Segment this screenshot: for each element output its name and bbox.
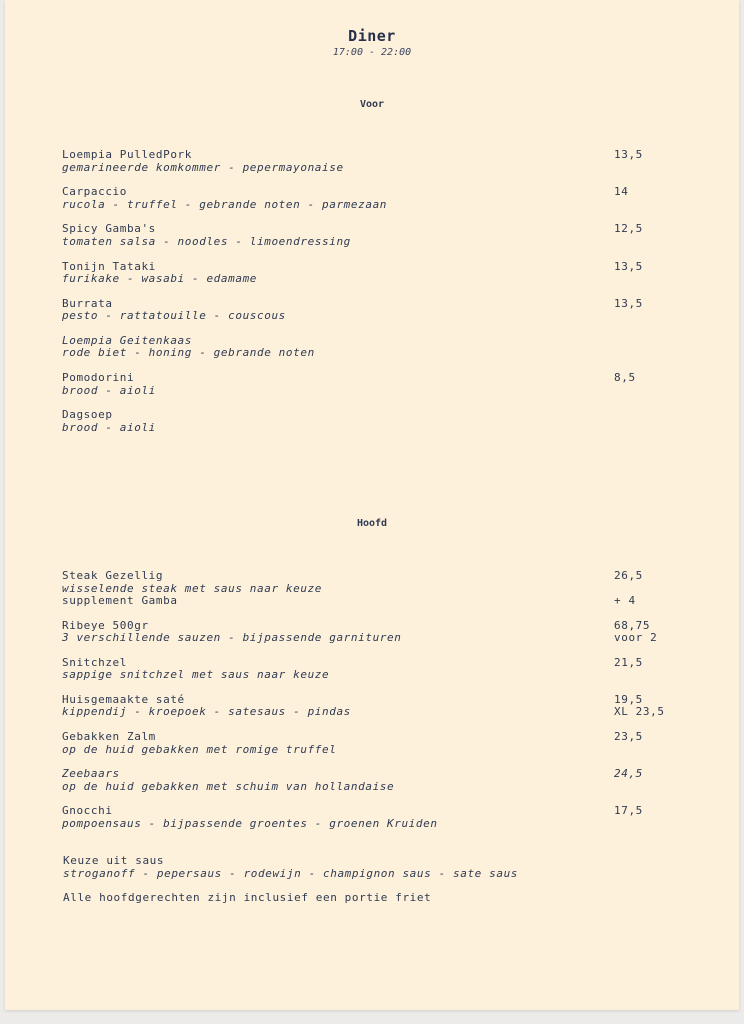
menu-page [5, 0, 739, 1010]
menu-item-name-line [5, 804, 739, 817]
menu-item-description: op de huid gebakken met schuim van hollandaise [62, 779, 395, 793]
menu-item-description-line [5, 421, 739, 434]
menu-item-name: Loempia PulledPork [62, 148, 193, 161]
opening-hours: 17:00 - 22:00 [332, 47, 412, 58]
menu-item-price: 13,5 [614, 148, 643, 161]
menu-item-price: 8,5 [614, 371, 636, 385]
menu-item-name: Loempia Geitenkaas [62, 333, 193, 347]
menu-item-name: Steak Gezellig [62, 569, 164, 582]
menu-item-description: sappige snitchzel met saus naar keuze [62, 668, 330, 682]
menu-item [5, 222, 739, 259]
menu-item [5, 767, 739, 804]
menu-item-description-line [5, 384, 739, 397]
menu-item-description-line [5, 705, 739, 718]
menu-item-price-note: voor 2 [614, 631, 658, 644]
menu-item-name-line [5, 767, 739, 780]
menu-item-description: 3 verschillende sauzen - bijpassende garnituren [62, 631, 402, 644]
menu-item-name-line [5, 619, 739, 632]
starters-list [5, 148, 739, 446]
menu-item-description: rucola - truffel - gebrande noten - parmezaan [62, 197, 388, 211]
menu-item-description-line [5, 817, 739, 830]
menu-item-price: 19,5 [614, 692, 643, 706]
sauce-list: stroganoff - pepersaus - rodewijn - champignon saus - sate saus [63, 866, 519, 880]
menu-item-description: gemarineerde komkommer - pepermayonaise [62, 160, 344, 174]
menu-item-name: Huisgemaakte saté [62, 692, 185, 706]
menu-item-description-line [5, 743, 739, 756]
sauce-list-line [5, 867, 739, 880]
menu-item-name-line [5, 260, 739, 273]
menu-item-name: Gebakken Zalm [62, 730, 156, 744]
menu-item-name: Zeebaars [62, 767, 120, 781]
menu-item-name-line [5, 222, 739, 235]
menu-item-price: 12,5 [614, 222, 643, 236]
menu-item-supplement-price: + 4 [614, 594, 636, 607]
menu-item-description-line [5, 780, 739, 793]
menu-item-description-line [5, 631, 739, 644]
menu-item [5, 185, 739, 222]
menu-item-description-line [5, 582, 739, 595]
menu-item-price: 26,5 [614, 569, 643, 582]
menu-item-name-line [5, 693, 739, 706]
menu-item-name-line [5, 656, 739, 669]
menu-item [5, 148, 739, 185]
menu-item-name: Gnocchi [62, 804, 113, 818]
menu-item-name: Dagsoep [62, 408, 113, 422]
menu-item-description: pompoensaus - bijpassende groentes - groenen Kruiden [62, 816, 438, 830]
menu-item-description: rode biet - honing - gebrande noten [62, 346, 315, 360]
menu-item [5, 334, 739, 371]
menu-item-description-line [5, 309, 739, 322]
menu-item [5, 730, 739, 767]
menu-item-name: Pomodorini [62, 371, 135, 385]
menu-item-description: tomaten salsa - noodles - limoendressing [62, 234, 351, 248]
menu-item-name-line [5, 569, 739, 582]
menu-item-name-line [5, 371, 739, 384]
menu-item-description-line [5, 235, 739, 248]
section-heading-mains: Hoofd [356, 518, 388, 529]
fries-note: Alle hoofdgerechten zijn inclusief een portie friet [63, 891, 432, 904]
menu-item-price-note: XL 23,5 [614, 705, 665, 719]
menu-item-description: wisselende steak met saus naar keuze [62, 581, 323, 595]
menu-item-description-line [5, 198, 739, 211]
menu-item-description: op de huid gebakken met romige truffel [62, 742, 337, 756]
menu-item-name: Spicy Gamba's [62, 222, 156, 236]
menu-item-description: kippendij - kroepoek - satesaus - pindas [62, 705, 351, 719]
menu-item-price: 13,5 [614, 296, 643, 310]
menu-item [5, 619, 739, 656]
menu-item-supplement-line [5, 594, 739, 607]
menu-item-price: 23,5 [614, 730, 643, 744]
menu-item [5, 260, 739, 297]
menu-item-description: brood - aioli [62, 383, 156, 397]
menu-item-name: Ribeye 500gr [62, 618, 149, 632]
menu-item-description: pesto - rattatouille - couscous [62, 309, 286, 323]
menu-item-price: 21,5 [614, 655, 643, 669]
menu-item [5, 656, 739, 693]
menu-item [5, 569, 739, 619]
menu-item-name-line [5, 408, 739, 421]
sauce-title: Keuze uit saus [63, 854, 165, 867]
menu-item-name: Snitchzel [62, 655, 128, 669]
menu-item-name-line [5, 297, 739, 310]
mains-list [5, 569, 739, 842]
menu-item [5, 371, 739, 408]
menu-item-name: Burrata [62, 296, 113, 310]
section-heading-starters: Voor [359, 99, 385, 110]
menu-item-description-line [5, 668, 739, 681]
menu-item-supplement: supplement Gamba [62, 594, 178, 607]
menu-item-description-line [5, 272, 739, 285]
menu-item-description: furikake - wasabi - edamame [62, 272, 258, 286]
menu-item-price: 13,5 [614, 259, 643, 273]
sauce-title-line [5, 854, 739, 867]
menu-item [5, 297, 739, 334]
fries-note-line [5, 891, 739, 904]
menu-item-description-line [5, 161, 739, 174]
menu-title: Diner [348, 27, 396, 45]
menu-item-name-line [5, 334, 739, 347]
menu-item-name-line [5, 185, 739, 198]
menu-item-price: 24,5 [614, 767, 643, 781]
menu-item-name-line [5, 730, 739, 743]
menu-item-name: Carpaccio [62, 185, 128, 199]
menu-item [5, 693, 739, 730]
menu-item-name-line [5, 148, 739, 161]
menu-item-price: 14 [614, 185, 629, 199]
menu-item-price: 68,75 [614, 618, 651, 632]
menu-item [5, 804, 739, 841]
menu-item-name: Tonijn Tataki [62, 259, 156, 273]
menu-item [5, 408, 739, 445]
menu-item-description-line [5, 346, 739, 359]
menu-item-description: brood - aioli [62, 420, 156, 434]
menu-item-price: 17,5 [614, 804, 643, 818]
